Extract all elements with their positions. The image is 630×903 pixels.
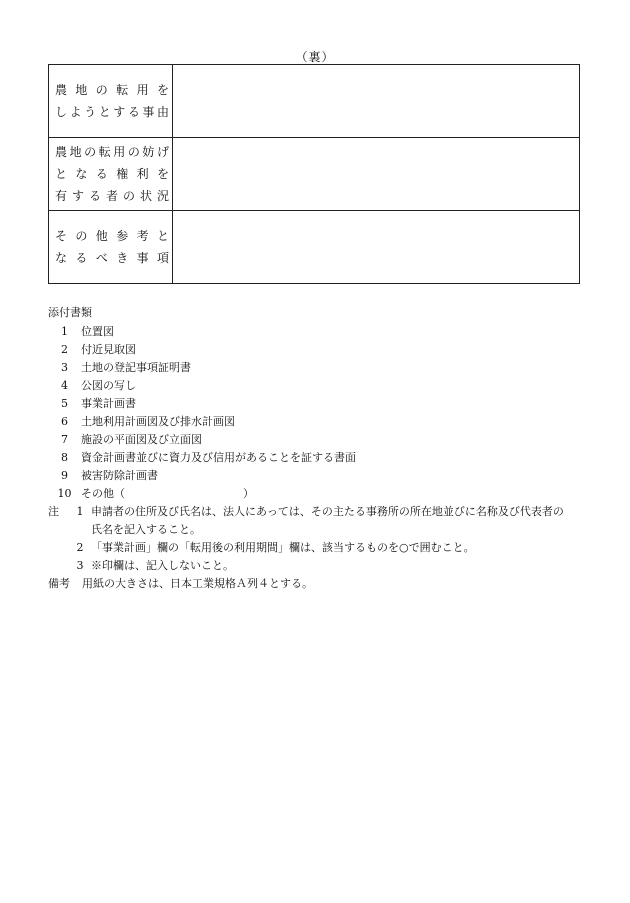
attachment-number: 8 xyxy=(61,451,68,464)
attachment-number: 5 xyxy=(61,397,68,410)
note-row xyxy=(48,503,593,521)
attachment-item xyxy=(48,395,593,413)
attachment-close-paren: ） xyxy=(243,487,254,500)
attachment-item xyxy=(48,413,593,431)
label-line: 農 地 の 転 用 を xyxy=(55,83,169,97)
label-line: と な る 権 利 を xyxy=(55,167,169,181)
attachments-heading: 添付書類 xyxy=(48,306,92,319)
attachment-text: 土地の登記事項証明書 xyxy=(81,361,191,374)
note-text: ※印欄は、記入しないこと。 xyxy=(91,559,234,572)
remarks-text: 用紙の大きさは、日本工業規格Ａ列４とする。 xyxy=(82,577,313,590)
form-row-rights-holders xyxy=(49,138,580,211)
attachment-item xyxy=(48,467,593,485)
note-number: 1 xyxy=(76,505,84,518)
attachment-text: その他（ xyxy=(81,487,125,500)
attachment-item xyxy=(48,323,593,341)
form-value-other-references[interactable] xyxy=(173,211,580,284)
attachment-text: 被害防除計画書 xyxy=(81,469,158,482)
attachment-item xyxy=(48,377,593,395)
attachment-item xyxy=(48,359,593,377)
note-number: 2 xyxy=(76,541,84,554)
form-label-rights-holders xyxy=(49,138,173,211)
notes-tag: 注 xyxy=(48,505,59,518)
note-row xyxy=(48,539,593,557)
attachment-item xyxy=(48,449,593,467)
attachment-text: 位置図 xyxy=(81,325,114,338)
label-line: な る べ き 事 項 xyxy=(55,251,169,265)
form-row-other-references xyxy=(49,211,580,284)
attachment-number: 9 xyxy=(61,469,68,482)
form-label-other-references xyxy=(49,211,173,284)
remarks-row xyxy=(48,575,593,593)
attachment-number: 1 xyxy=(61,325,68,338)
note-text: 「事業計画」欄の「転用後の利用期間」欄は、該当するものを○で囲むこと。 xyxy=(91,541,475,554)
attachment-other-blank[interactable] xyxy=(125,485,243,503)
form-label-conversion-reason xyxy=(49,65,173,138)
attachment-number: 3 xyxy=(61,361,68,374)
label-line: しようとする事由 xyxy=(55,105,169,119)
attachment-text: 資金計画書並びに資力及び信用があることを証する書面 xyxy=(81,451,356,464)
note-row xyxy=(48,557,593,575)
attachment-item xyxy=(48,431,593,449)
label-line: 農地の転用の妨げ xyxy=(55,145,169,159)
attachment-text: 事業計画書 xyxy=(81,397,136,410)
note-number: 3 xyxy=(76,559,84,572)
attachment-number: 6 xyxy=(61,415,68,428)
form-value-conversion-reason[interactable] xyxy=(173,65,580,138)
attachment-item xyxy=(48,341,593,359)
form-value-rights-holders[interactable] xyxy=(173,138,580,211)
note-continuation: 氏名を記入すること。 xyxy=(91,523,201,536)
attachment-number: 2 xyxy=(61,343,68,356)
page-heading: （裏） xyxy=(295,50,335,64)
attachment-number: 10 xyxy=(57,487,72,500)
note-text: 申請者の住所及び氏名は、法人にあっては、その主たる事務所の所在地並びに名称及び代表者の xyxy=(91,505,564,518)
attachment-text: 公図の写し xyxy=(81,379,136,392)
attachment-text: 付近見取図 xyxy=(81,343,136,356)
attachment-item-other xyxy=(48,485,593,503)
attachment-number: 4 xyxy=(61,379,68,392)
attachments-section xyxy=(48,304,593,593)
label-line: そ の 他 参 考 と xyxy=(55,229,169,243)
form-row-conversion-reason xyxy=(49,65,580,138)
application-form-table xyxy=(48,64,580,284)
label-line: 有する者の状況 xyxy=(55,189,169,203)
remarks-tag: 備考 xyxy=(48,577,70,590)
attachment-text: 土地利用計画図及び排水計画図 xyxy=(81,415,235,428)
attachment-text: 施設の平面図及び立面図 xyxy=(81,433,202,446)
attachment-number: 7 xyxy=(61,433,68,446)
